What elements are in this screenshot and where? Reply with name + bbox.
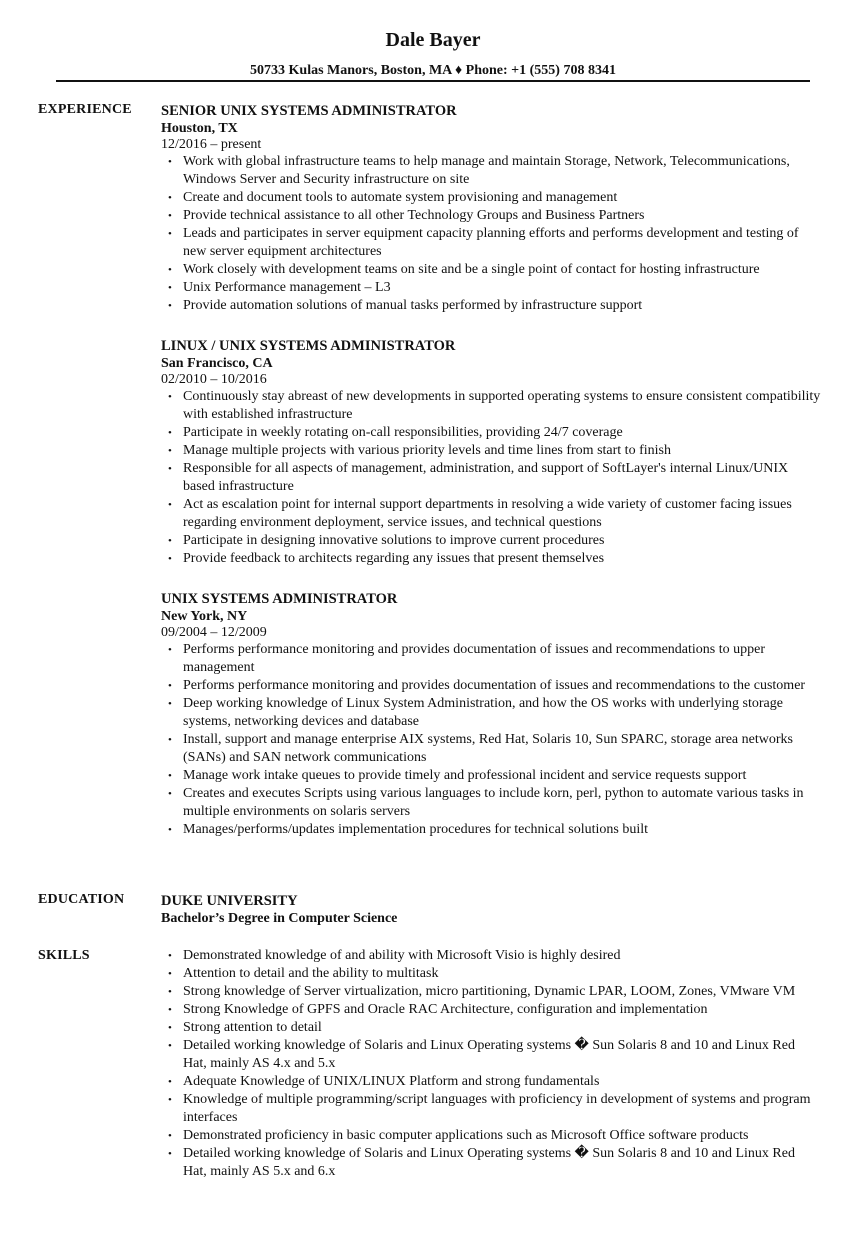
list-item: • Participate in weekly rotating on-call responsibilities, providing 24/7 coverage [168,425,623,440]
list-item: • Creates and executes Scripts using various languages to include korn, perl, python to automate various tasks in multiple environments on solaris servers [168,786,804,819]
list-item: • Strong Knowledge of GPFS and Oracle RAC Architecture, configuration and implementation [168,1002,708,1017]
list-item: • Provide feedback to architects regarding any issues that present themselves [168,551,605,566]
list-item: • Knowledge of multiple programming/script languages with proficiency in development of systems and program interfaces [168,1092,811,1125]
bullet-icon: • [168,445,172,457]
list-item: • Act as escalation point for internal support departments in resolving a wide variety of customer facing issues regarding environment deployment, service issues, and technical questions [168,497,792,530]
bullet-icon: • [168,680,172,692]
list-item: • Work closely with development teams on site and be a single point of contact for hosting infrastructure [168,262,760,277]
list-item: • Deep working knowledge of Linux System Administration, and how the OS works with underlying storage systems, networking devices and database [168,696,783,729]
list-item: • Manage work intake queues to provide timely and professional incident and service requests support [168,768,747,783]
bullet-icon: • [168,950,172,962]
job-dates: 12/2016 – present [161,137,262,152]
bullet-icon: • [168,770,172,782]
bullet-icon: • [168,644,172,656]
section-label-skills: SKILLS [38,948,90,963]
job-location: Houston, TX [161,121,238,136]
bullet-icon: • [168,1022,172,1034]
list-item: • Demonstrated proficiency in basic computer applications such as Microsoft Office software products [168,1128,749,1143]
job-location: San Francisco, CA [161,356,273,371]
section-label-education: EDUCATION [38,892,125,907]
job-dates: 09/2004 – 12/2009 [161,625,267,640]
bullet-icon: • [168,1130,172,1142]
list-item: • Provide technical assistance to all other Technology Groups and Business Partners [168,208,645,223]
bullet-icon: • [168,734,172,746]
bullet-icon: • [168,535,172,547]
experience-section [161,102,821,861]
job-entry [161,590,821,839]
list-item: • Attention to detail and the ability to multitask [168,966,439,981]
job-bullets [161,641,821,839]
skills-bullets [161,947,821,1181]
list-item: • Install, support and manage enterprise AIX systems, Red Hat, Solaris 10, Sun SPARC, storage area networks (SANs) and SAN network communications [168,732,793,765]
bullet-icon: • [168,1076,172,1088]
contact-line: 50733 Kulas Manors, Boston, MA ♦ Phone: +1 (555) 708 8341 [250,63,616,78]
bullet-icon: • [168,788,172,800]
list-item: • Adequate Knowledge of UNIX/LINUX Platform and strong fundamentals [168,1074,600,1089]
job-entry [161,102,821,315]
bullet-icon: • [168,1148,172,1160]
bullet-icon: • [168,1040,172,1052]
section-label-experience: EXPERIENCE [38,102,132,117]
bullet-icon: • [168,282,172,294]
bullet-icon: • [168,300,172,312]
bullet-icon: • [168,228,172,240]
list-item: • Create and document tools to automate system provisioning and management [168,190,618,205]
list-item: • Participate in designing innovative solutions to improve current procedures [168,533,605,548]
list-item: • Performs performance monitoring and provides documentation of issues and recommendations to upper management [168,642,766,675]
job-title: SENIOR UNIX SYSTEMS ADMINISTRATOR [161,103,457,119]
bullet-icon: • [168,968,172,980]
bullet-icon: • [168,1094,172,1106]
list-item: • Work with global infrastructure teams to help manage and maintain Storage, Network, Telecommunications, Windows Server and Security infrastructure on site [168,154,790,187]
list-item: • Responsible for all aspects of management, administration, and support of SoftLayer's internal Linux/UNIX based infrastructure [168,461,789,494]
bullet-icon: • [168,553,172,565]
list-item: • Leads and participates in server equipment capacity planning efforts and performs development and testing of new server equipment architectures [168,226,799,259]
list-item: • Detailed working knowledge of Solaris and Linux Operating systems � Sun Solaris 8 and 10 and Linux Red Hat, mainly AS 4.x and 5.x [168,1038,795,1071]
candidate-name: Dale Bayer [385,29,481,51]
skills-section [161,947,821,1181]
list-item: • Detailed working knowledge of Solaris and Linux Operating systems � Sun Solaris 8 and 10 and Linux Red Hat, mainly AS 5.x and 6.x [168,1146,795,1179]
list-item: • Manages/performs/updates implementation procedures for technical solutions built [168,822,648,837]
bullet-icon: • [168,427,172,439]
bullet-icon: • [168,156,172,168]
bullet-icon: • [168,463,172,475]
school-name: DUKE UNIVERSITY [161,893,298,909]
bullet-icon: • [168,391,172,403]
list-item: • Continuously stay abreast of new developments in supported operating systems to ensure consistent compatibility with established infrastructure [168,389,821,422]
job-location: New York, NY [161,609,248,624]
list-item: • Strong knowledge of Server virtualization, micro partitioning, Dynamic LPAR, LOOM, Zones, VMware VM [168,984,796,999]
list-item: • Demonstrated knowledge of and ability with Microsoft Visio is highly desired [168,948,621,963]
job-bullets [161,388,821,568]
degree: Bachelor’s Degree in Computer Science [161,911,398,926]
bullet-icon: • [168,1004,172,1016]
bullet-icon: • [168,499,172,511]
job-bullets [161,153,821,315]
list-item: • Unix Performance management – L3 [168,280,391,295]
education-section [161,892,821,927]
list-item: • Provide automation solutions of manual tasks performed by infrastructure support [168,298,643,313]
job-title: LINUX / UNIX SYSTEMS ADMINISTRATOR [161,338,456,354]
job-dates: 02/2010 – 10/2016 [161,372,267,387]
job-entry [161,337,821,568]
bullet-icon: • [168,210,172,222]
list-item: • Manage multiple projects with various priority levels and time lines from start to finish [168,443,671,458]
bullet-icon: • [168,698,172,710]
bullet-icon: • [168,264,172,276]
header-divider [56,80,810,82]
list-item: • Strong attention to detail [168,1020,322,1035]
bullet-icon: • [168,986,172,998]
bullet-icon: • [168,192,172,204]
list-item: • Performs performance monitoring and provides documentation of issues and recommendations to the customer [168,678,806,693]
bullet-icon: • [168,824,172,836]
job-title: UNIX SYSTEMS ADMINISTRATOR [161,591,398,607]
